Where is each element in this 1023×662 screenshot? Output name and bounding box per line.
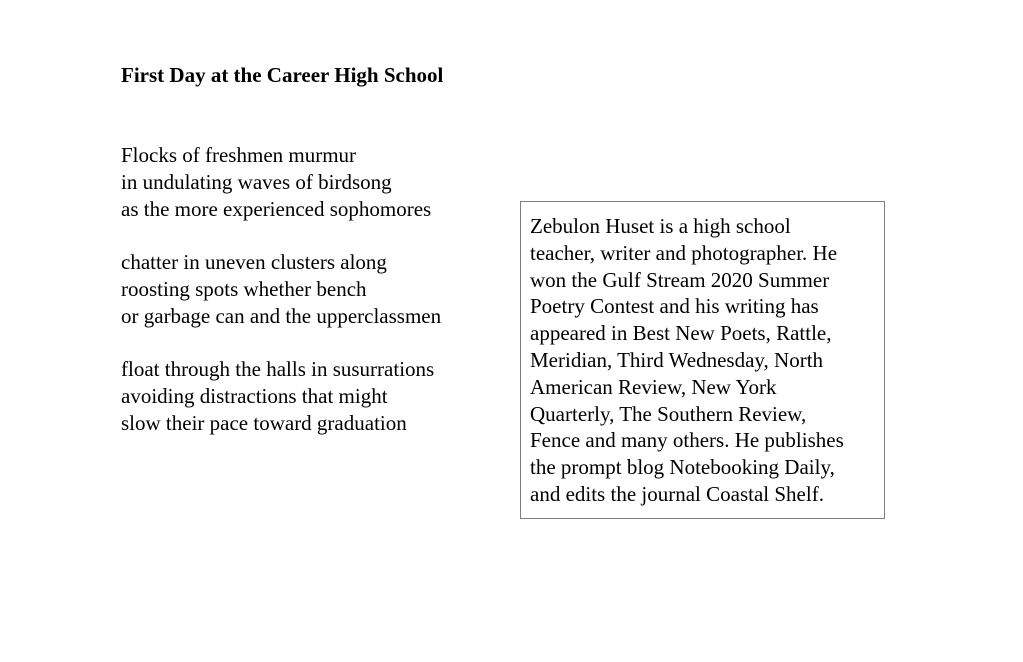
bio-line: American Review, New York: [530, 374, 777, 399]
poem-line: avoiding distractions that might: [121, 384, 388, 409]
bio-line: appeared in Best New Poets, Rattle,: [530, 321, 832, 346]
poem-stanza-3: [121, 356, 441, 436]
poem-stanza-1: [121, 142, 441, 222]
bio-line: Zebulon Huset is a high school: [530, 214, 791, 238]
poem-line: slow their pace toward graduation: [121, 410, 407, 435]
bio-line: Poetry Contest and his writing has: [530, 294, 819, 319]
bio-line: Quarterly, The Southern Review,: [530, 401, 807, 426]
bio-line: Meridian, Third Wednesday, North: [530, 347, 824, 372]
bio-line: teacher, writer and photographer. He: [530, 240, 838, 265]
bio-line: Fence and many others. He publishes: [530, 428, 844, 453]
author-bio-box: [520, 201, 885, 519]
poem-line: in undulating waves of birdsong: [121, 169, 392, 194]
poem-body: [121, 142, 441, 464]
bio-line: and edits the journal Coastal Shelf.: [530, 481, 824, 506]
poem-title: First Day at the Career High School: [121, 63, 444, 87]
poem-line: or garbage can and the upperclassmen: [121, 303, 442, 328]
poem-line: float through the halls in susurrations: [121, 357, 435, 382]
bio-line: the prompt blog Notebooking Daily,: [530, 455, 835, 480]
poem-line: chatter in uneven clusters along: [121, 250, 387, 275]
poem-line: roosting spots whether bench: [121, 276, 367, 301]
poem-line: Flocks of freshmen murmur: [121, 143, 357, 167]
poem-line: as the more experienced sophomores: [121, 196, 432, 221]
bio-line: won the Gulf Stream 2020 Summer: [530, 267, 830, 292]
poem-stanza-2: [121, 249, 441, 329]
